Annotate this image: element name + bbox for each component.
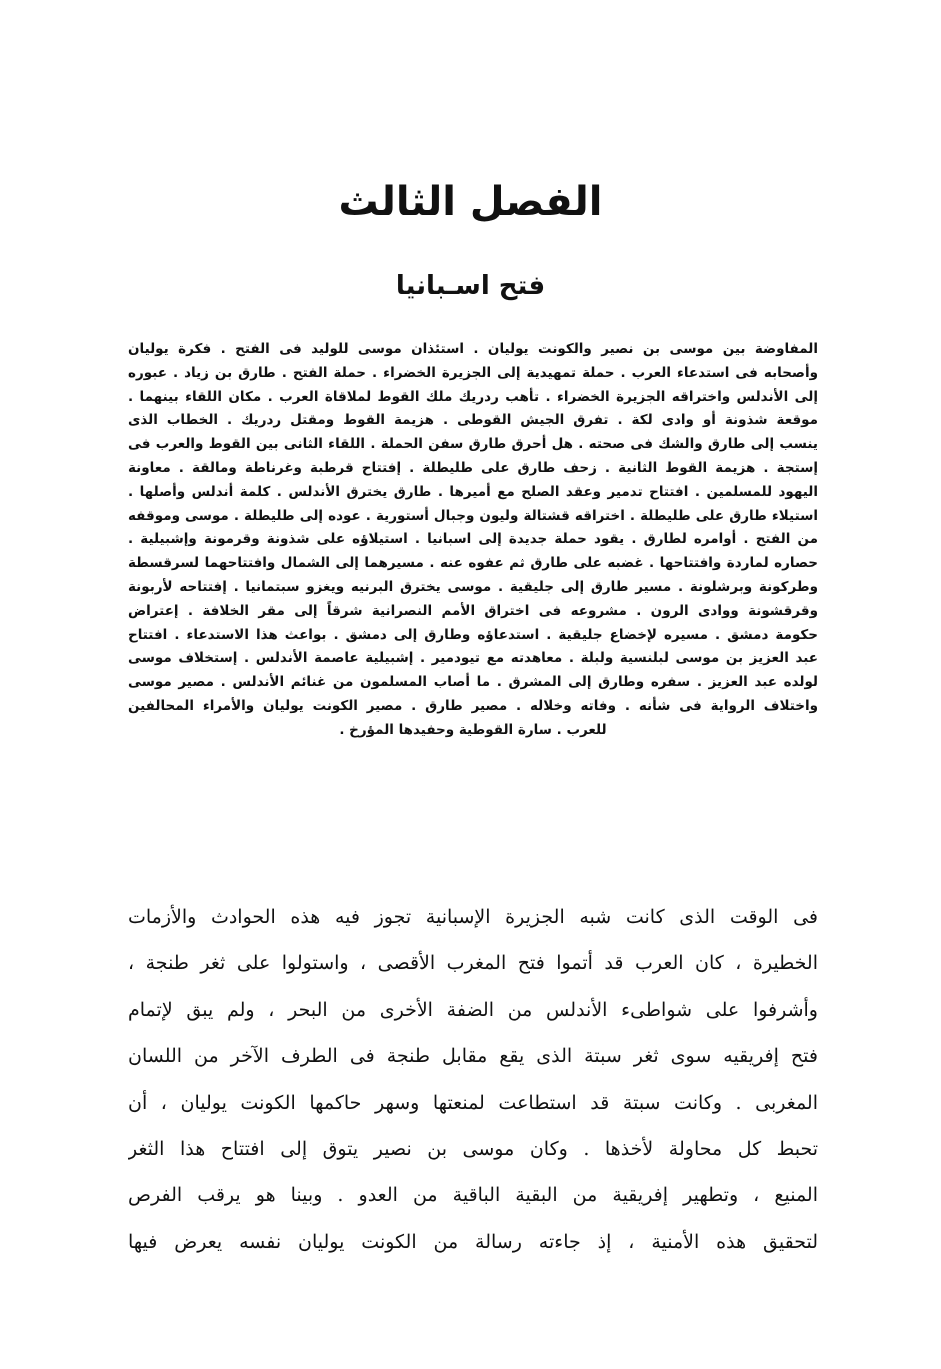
body-line: فتح إفريقيه سوى ثغر سبتة الذى يقع مقابل طنجة فى الطرف الآخر من اللسان [128, 1045, 818, 1068]
summary-line: من الفتح . أوامره لطارق . يقود حملة جديدة إلى اسبانيا . استيلاؤه على شذونة وقرمونة وإشبيلية . [128, 531, 818, 548]
summary-line: إستجة . هزيمة القوط الثانية . زحف طارق على طليطلة . إفتتاح قرطبة وغرناطة ومالقة . معاونة [128, 459, 818, 476]
body-line: وأشرفوا على شواطىء الأندلس من الضفة الأخرى من البحر ، ولم يبق لإتمام [128, 998, 818, 1021]
summary-line: وقرقشونة ووادى الرون . مشروعه فى اختراق الأمم النصرانية شرقاً إلى مقر الخلافة . إعتراض [128, 602, 818, 619]
summary-line: واختلاف الرواية فى شأنه . وفاته وخلاله . مصير طارق . مصير الكونت يوليان والأمراء المحالفين [128, 697, 818, 714]
chapter-summary [128, 338, 818, 743]
summary-line: حصاره لماردة وافتتاحها . غضبه على طارق ثم عفوه عنه . مسيرهما إلى الشمال وافتتاحهما لسرقسطة [128, 555, 818, 572]
summary-line: لولده عبد العزيز . سفره وطارق إلى المشرق . ما أصاب المسلمون من غنائم الأندلس . مصير موسى [128, 674, 818, 691]
summary-line: حكومة دمشق . مسيره لإخضاع جليقية . استدعاؤه وطارق إلى دمشق . بواعث هذا الاستدعاء . افتتاح [128, 626, 818, 643]
summary-line: عبد العزيز بن موسى لبلنسية ولبلة . معاهدته مع تيودمير . إشبيلية عاصمة الأندلس . إستخلاف موسى [128, 650, 818, 667]
summary-line: اليهود للمسلمين . افتتاح تدمير وعقد الصلح مع أميرها . طارق يخترق الأندلس . كلمة أندلس وأصلها . [128, 483, 818, 500]
summary-line: إلى الأندلس واختراقه الجزيرة الخضراء . تأهب ردريك ملك القوط لملاقاة العرب . مكان اللقاء بينهما . [128, 388, 818, 405]
summary-line: موقعة شذونة أو وادى لكة . تفرق الجيش القوطى . هزيمة القوط ومقتل ردريك . الخطاب الذى [128, 412, 818, 429]
body-line: الخطيرة ، كان العرب قد أتموا فتح المغرب الأقصى ، واستولوا على ثغر طنجة ، [128, 952, 818, 975]
summary-line: للعرب . سارة القوطية وحفيدها المؤرخ . [339, 721, 607, 738]
body-line: لتحقيق هذه الأمنية ، إذ جاءته رسالة من الكونت يوليان نفسه يعرض فيها [128, 1230, 818, 1253]
section-title: فتح اسـبانيا [395, 271, 546, 301]
summary-line: ينسب إلى طارق والشك فى صحته . هل أحرق طارق سفن الحملة . اللقاء الثانى بين القوط والعرب فى [128, 436, 818, 453]
body-line: المغربى . وكانت سبتة قد استطاعت لمنعتها وسهر حاكمها الكونت يوليان ، أن [128, 1091, 818, 1114]
body-line: تحبط كل محاولة لأخذها . وكان موسى بن نصير يتوق إلى افتتاح هذا الثغر [128, 1138, 818, 1161]
chapter-title: الفصل الثالث [338, 179, 603, 225]
summary-line: وطركونة وبرشلونة . مسير طارق إلى جليقية . موسى يخترق البرنيه ويغزو سبتمانيا . إفتتاحه لأربونة [128, 578, 818, 595]
body-line: فى الوقت الذى كانت شبه الجزيرة الإسبانية تجوز فيه هذه الحوادث والأزمات [128, 906, 818, 928]
summary-line: وأصحابه فى استدعاء العرب . حملة تمهيدية إلى الجزيرة الخضراء . حملة الفتح . طارق بن زياد . عبوره [128, 364, 818, 381]
summary-line: استيلاء طارق على طليطلة . اختراقه قشتالة وليون وجبال أستورية . عوده إلى طليطلة . موسى وموقفه [128, 507, 818, 524]
body-line: المنيع ، وتطهير إفريقية من البقية الباقية من العدو . وبينا هو يرقب الفرص [128, 1184, 818, 1207]
body-paragraph [128, 894, 818, 1265]
summary-line: المفاوضة بين موسى بن نصير والكونت يوليان . استئذان موسى للوليد فى الفتح . فكرة يوليان [128, 341, 818, 357]
